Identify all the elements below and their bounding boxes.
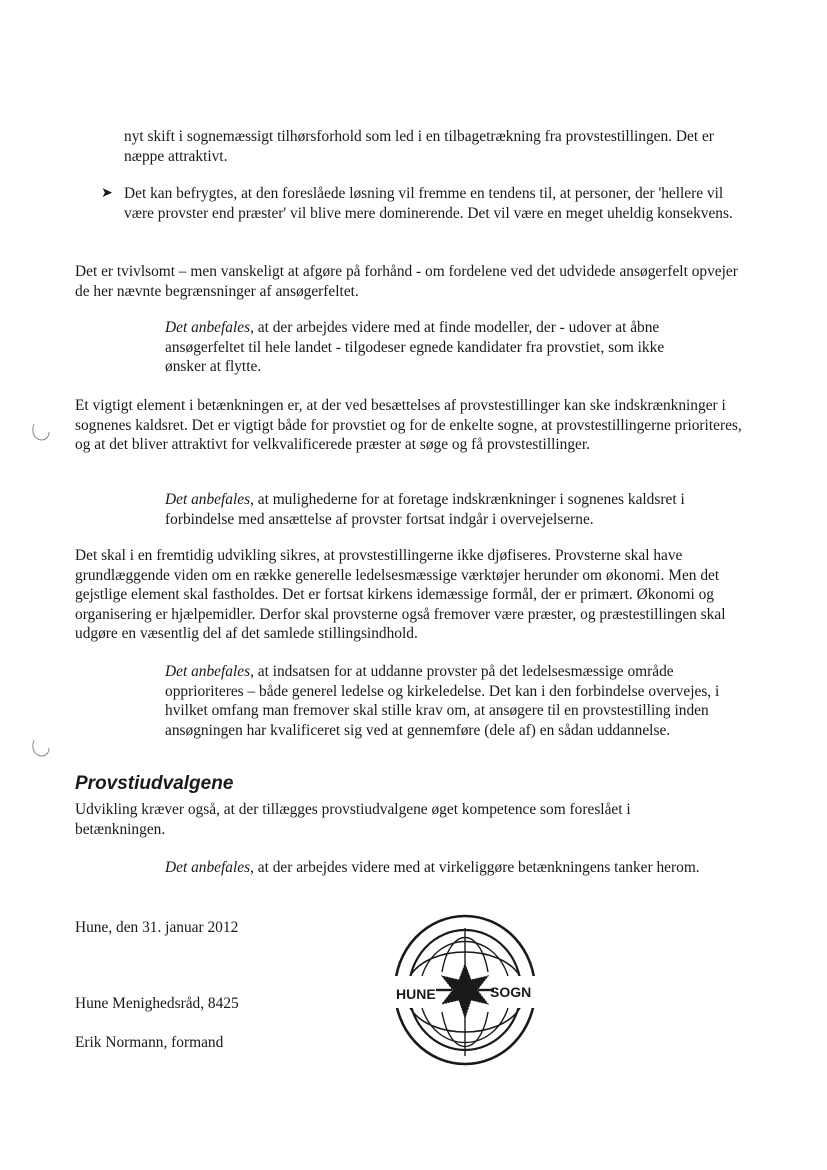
continued-paragraph: nyt skift i sognemæssigt tilhørsforhold som led i en tilbagetrækning fra provstestillingen. Det er næppe attraktivt.: [124, 128, 714, 165]
recommendation-4: [165, 858, 710, 878]
council-line: Hune Menighedsråd, 8425: [75, 995, 239, 1012]
recommendation-label: Det anbefales: [165, 859, 251, 876]
section-heading: Provstiudvalgene: [75, 773, 234, 794]
hune-sogn-logo: [392, 908, 538, 1068]
recommendation-text: , at der arbejdes videre med at virkeliggøre betænkningens tanker herom.: [250, 859, 700, 876]
recommendation-3: [165, 662, 735, 740]
logo-left-text: HUNE: [396, 986, 436, 1002]
bullet-paragraph: Det kan befrygtes, at den foreslåede løsning vil fremme en tendens til, at personer, der 'hellere vil være provster end præster' vil blive mere dominerende. Det vil være en meget uheldig konsekvens.: [124, 185, 733, 222]
paragraph-vigtigt-element: Et vigtigt element i betænkningen er, at der ved besættelses af provstestillinger kan ske indskrænkninger i sognenes kaldsret. Det er vigtigt både for provstiet og for de enkelte sogne, at provstestillingerne prioriteres, og at det bliver attraktivt for velkvalificerede præster at søge og få provstestillinger.: [75, 397, 742, 454]
punch-hole-icon: [28, 734, 54, 760]
recommendation-1: [165, 318, 700, 377]
paragraph-djoefiseres: Det skal i en fremtidig udvikling sikres, at provstestillingerne ikke djøfiseres. Provsterne skal have grundlæggende viden om en række generelle ledelsesmæssige værktøjer herunder om økonomi. Men det gejstlige element skal fastholdes. Det er fortsat kirkens idemæssige formål, der er primært. Økonomi og organisering er hjælpemidler. Derfor skal provsterne også fremover være præster, og præstestillingen skal udgøre en væsentlig del af det samlede stillingsindhold.: [75, 547, 726, 643]
recommendation-label: Det anbefales: [165, 663, 251, 680]
recommendation-text: , at mulighederne for at foretage indskrænkninger i sognenes kaldsret i forbindelse med ansættelse af provster fortsat indgår i overvejelserne.: [165, 491, 685, 528]
paragraph-tvivlsomt: Det er tvivlsomt – men vanskeligt at afgøre på forhånd - om fordelene ved det udvidede ansøgerfelt opvejer de her nævnte begrænsninger af ansøgerfeltet.: [75, 263, 738, 300]
date-line: Hune, den 31. januar 2012: [75, 919, 239, 936]
logo-right-text: SOGN: [490, 984, 532, 1000]
recommendation-label: Det anbefales: [165, 319, 251, 336]
arrowhead-bullet-icon: ➤: [101, 186, 113, 201]
recommendation-text: , at indsatsen for at uddanne provster på det ledelsesmæssige område opprioriteres – både generel ledelse og kirkeledelse. Det kan i den forbindelse overvejes, i hvilket omfang man fremover skal stille krav om, at ansøgere til en provstestilling inden ansøgningen har kvalificeret sig ved at gennemføre (dele af) en sådan uddannelse.: [165, 663, 720, 739]
recommendation-2: [165, 490, 745, 529]
recommendation-text: , at der arbejdes videre med at finde modeller, der - udover at åbne ansøgerfeltet til hele landet - tilgodeser egnede kandidater fra provstiet, som ikke ønsker at flytte.: [165, 319, 665, 376]
punch-hole-icon: [28, 418, 54, 444]
signature-line: Erik Normann, formand: [75, 1034, 224, 1051]
recommendation-label: Det anbefales: [165, 491, 251, 508]
paragraph-provstiudvalgene: Udvikling kræver også, at der tillægges provstiudvalgene øget kompetence som foreslået i betænkningen.: [75, 801, 631, 838]
